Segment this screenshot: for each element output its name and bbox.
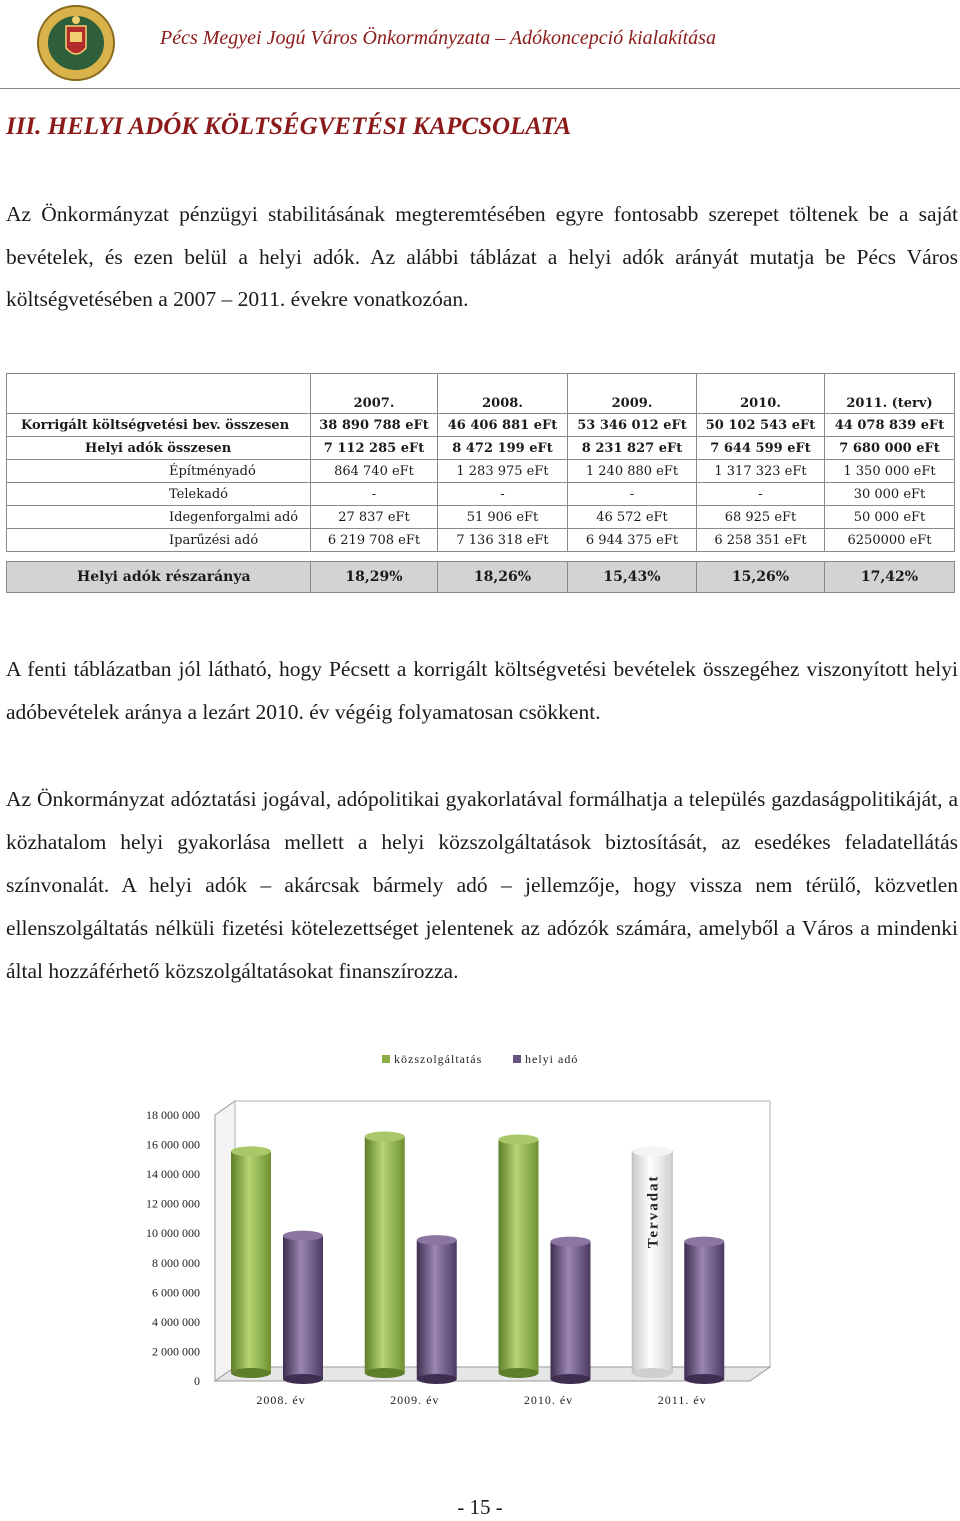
table-cell: 38 890 788 eFt — [311, 414, 438, 437]
table-cell: 17,42% — [825, 562, 955, 593]
bar-base — [417, 1374, 457, 1384]
table-cell: 6 219 708 eFt — [311, 529, 438, 552]
table-row — [7, 460, 955, 483]
tax-bar-chart — [120, 1048, 800, 1418]
legend-swatch — [382, 1055, 390, 1063]
row-label: Idegenforgalmi adó — [7, 506, 311, 529]
bar-base — [684, 1374, 724, 1384]
row-label: Építményadó — [7, 460, 311, 483]
table-row — [7, 483, 955, 506]
y-tick-label: 8 000 000 — [152, 1255, 200, 1270]
table-cell: - — [697, 483, 825, 506]
table-spacer-row — [7, 552, 955, 562]
y-tick-label: 4 000 000 — [152, 1314, 200, 1329]
table-header-year: 2009. — [568, 374, 697, 414]
table-header-row — [7, 374, 955, 414]
table-cell: 1 283 975 eFt — [438, 460, 568, 483]
policy-paragraph: Az Önkormányzat adóztatási jogával, adópolitikai gyakorlatával formálhatja a település gazdaságpolitikáját, a közhatalom helyi gyakorlása mellett a helyi közszolgáltatások biztosítását, az esedékes feladatellátás színvonalát. A helyi adók – akárcsak bármely adó – jellemzője, hogy vissza nem térülő, közvetlen ellenszolgáltatás nélküli fizetési kötelezettséget jelentenek az adózók számára, amelyből a Város a mindenki által hozzáférhető közszolgáltatásokat finanszírozza. — [6, 787, 958, 983]
x-tick-label: 2010. év — [523, 1393, 574, 1407]
table-cell: 53 346 012 eFt — [568, 414, 697, 437]
table-cell: 15,26% — [697, 562, 825, 593]
table-cell: 18,29% — [311, 562, 438, 593]
bar-top — [632, 1146, 672, 1156]
table-header-year: 2007. — [311, 374, 438, 414]
bar-label: Tervadat — [645, 1174, 662, 1249]
legend-swatch — [513, 1055, 521, 1063]
table-cell: 30 000 eFt — [825, 483, 955, 506]
table-share-row — [7, 562, 955, 593]
table-row — [7, 529, 955, 552]
legend-label: helyi adó — [525, 1052, 579, 1066]
analysis-paragraph: A fenti táblázatban jól látható, hogy Pécsett a korrigált költségvetési bevételek összegéhez viszonyított helyi adóbevételek aránya a lezárt 2010. év végéig folyamatosan csökkent. — [6, 657, 958, 724]
table-header-empty — [7, 374, 311, 414]
bar-top — [551, 1237, 591, 1247]
section-title: III. HELYI ADÓK KÖLTSÉGVETÉSI KAPCSOLATA — [6, 113, 572, 140]
bar-base — [283, 1374, 323, 1384]
table-cell: - — [568, 483, 697, 506]
y-tick-label: 18 000 000 — [146, 1108, 200, 1122]
bar-top — [283, 1231, 323, 1241]
header-divider — [0, 88, 960, 89]
table-cell: 7 644 599 eFt — [697, 437, 825, 460]
y-tick-label: 16 000 000 — [146, 1137, 200, 1152]
table-row — [7, 506, 955, 529]
intro-paragraph: Az Önkormányzat pénzügyi stabilitásának megteremtésében egyre fontosabb szerepet töltenek be a saját bevételek, és ezen belül a helyi adók. Az alábbi táblázat a helyi adók arányát mutatja be Pécs Város költségvetésében a 2007 – 2011. évekre vonatkozóan. — [6, 202, 958, 311]
x-tick-label: 2011. év — [657, 1393, 707, 1407]
table-cell: 7 112 285 eFt — [311, 437, 438, 460]
bar — [365, 1137, 405, 1373]
table-cell: 8 231 827 eFt — [568, 437, 697, 460]
table-cell: 50 000 eFt — [825, 506, 955, 529]
table-cell: 8 472 199 eFt — [438, 437, 568, 460]
row-label: Telekadó — [7, 483, 311, 506]
table-cell: 27 837 eFt — [311, 506, 438, 529]
bar-base — [499, 1368, 539, 1378]
table-row — [7, 437, 955, 460]
table-cell: 1 240 880 eFt — [568, 460, 697, 483]
table-cell: - — [438, 483, 568, 506]
bar — [499, 1140, 539, 1373]
bar — [283, 1236, 323, 1379]
y-tick-label: 10 000 000 — [146, 1226, 200, 1241]
row-label: Iparűzési adó — [7, 529, 311, 552]
page-number: - 15 - — [457, 1495, 503, 1519]
row-label: Helyi adók összesen — [7, 437, 311, 460]
table-cell: - — [311, 483, 438, 506]
table-cell: 46 406 881 eFt — [438, 414, 568, 437]
bar-top — [231, 1146, 271, 1156]
row-label: Korrigált költségvetési bev. összesen — [7, 414, 311, 437]
y-tick-label: 2 000 000 — [152, 1344, 200, 1359]
y-tick-label: 0 — [194, 1374, 200, 1388]
bar — [551, 1242, 591, 1379]
y-tick-label: 12 000 000 — [146, 1196, 200, 1211]
bar-base — [551, 1374, 591, 1384]
chart-x-labels — [256, 1393, 706, 1407]
bar-top — [684, 1237, 724, 1247]
bar — [231, 1151, 271, 1373]
table-cell: 51 906 eFt — [438, 506, 568, 529]
table-cell: 1 317 323 eFt — [697, 460, 825, 483]
bar-base — [231, 1368, 271, 1378]
x-tick-label: 2009. év — [390, 1393, 440, 1407]
bar-top — [417, 1235, 457, 1245]
table-cell: 68 925 eFt — [697, 506, 825, 529]
table-row — [7, 414, 955, 437]
y-tick-label: 6 000 000 — [152, 1285, 200, 1300]
chart-legend — [382, 1052, 578, 1066]
table-cell: 46 572 eFt — [568, 506, 697, 529]
table-cell: 7 680 000 eFt — [825, 437, 955, 460]
table-cell: 864 740 eFt — [311, 460, 438, 483]
table-header-year: 2011. (terv) — [825, 374, 955, 414]
y-tick-label: 14 000 000 — [146, 1167, 200, 1182]
local-tax-table — [6, 373, 955, 593]
bar — [417, 1240, 457, 1379]
table-cell: 6 944 375 eFt — [568, 529, 697, 552]
city-coat-of-arms-icon — [33, 4, 119, 82]
x-tick-label: 2008. év — [256, 1393, 306, 1407]
table-cell: 6 258 351 eFt — [697, 529, 825, 552]
running-title: Pécs Megyei Jogú Város Önkormányzata – Adókoncepció kialakítása — [160, 27, 716, 49]
table-cell: 50 102 543 eFt — [697, 414, 825, 437]
table-cell: 1 350 000 eFt — [825, 460, 955, 483]
table-cell: 7 136 318 eFt — [438, 529, 568, 552]
bar-base — [632, 1368, 672, 1378]
table-header-year: 2010. — [697, 374, 825, 414]
bar-top — [499, 1135, 539, 1145]
table-cell: 15,43% — [568, 562, 697, 593]
bar-base — [365, 1368, 405, 1378]
table-header-year: 2008. — [438, 374, 568, 414]
table-cell: 6250000 eFt — [825, 529, 955, 552]
bar — [684, 1242, 724, 1379]
bar-top — [365, 1132, 405, 1142]
legend-label: közszolgáltatás — [394, 1052, 483, 1066]
table-cell: 18,26% — [438, 562, 568, 593]
table-cell: 44 078 839 eFt — [825, 414, 955, 437]
row-label: Helyi adók részaránya — [7, 562, 311, 593]
